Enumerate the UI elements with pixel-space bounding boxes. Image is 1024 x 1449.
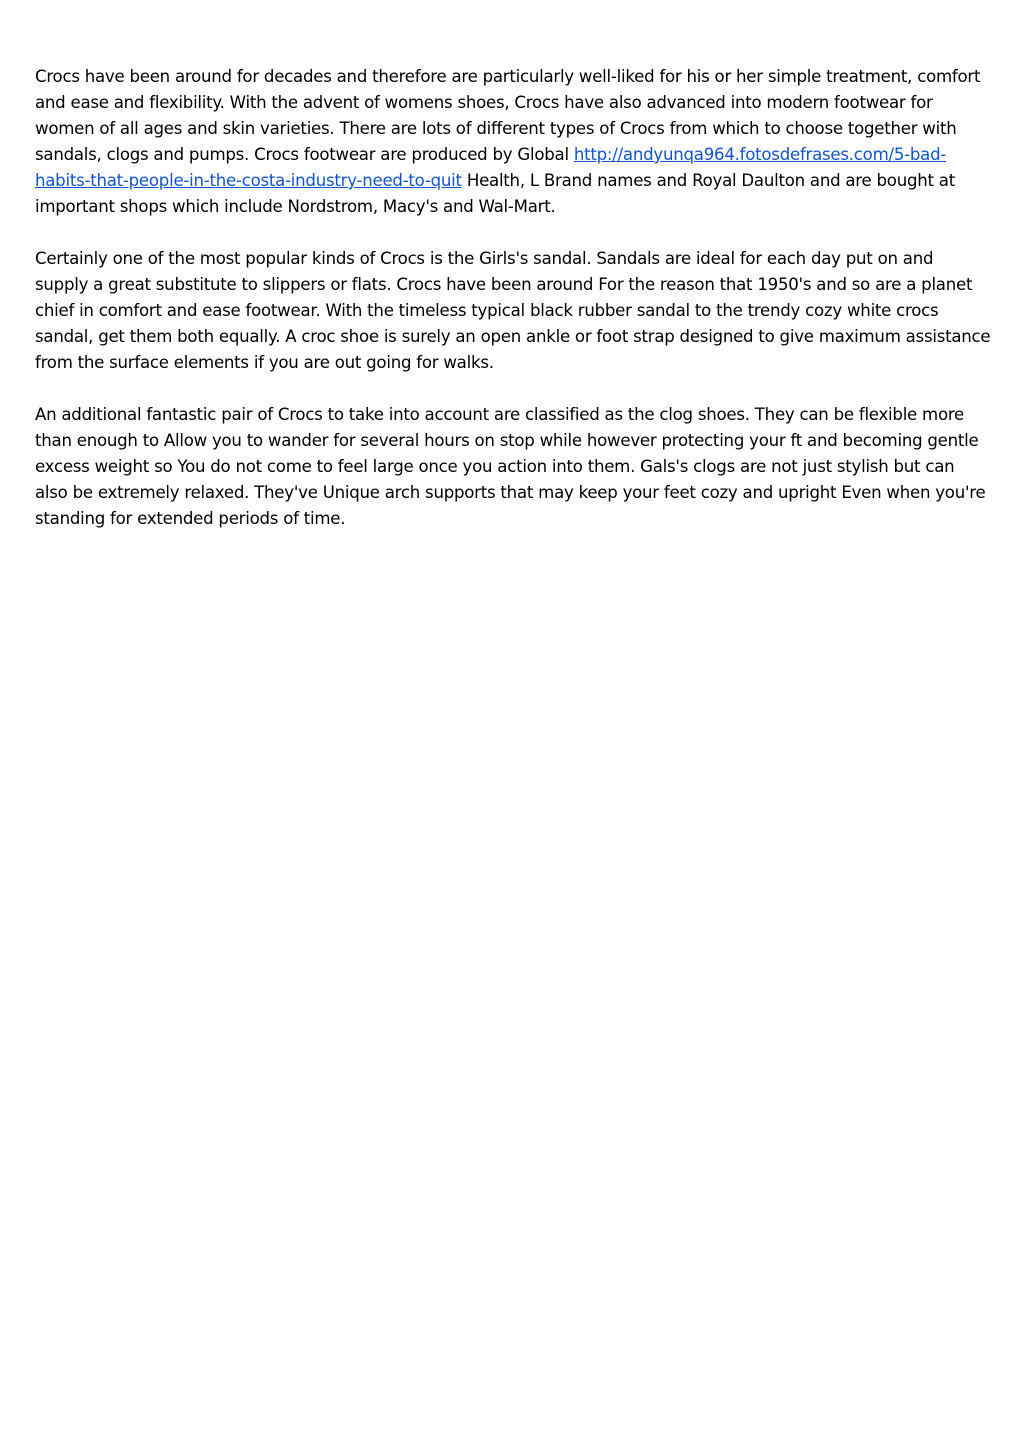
paragraph-1-text-after-link: Health, L Brand names and Royal Daulton and are bought at important shops which include Nordstrom, Macy's and Wal-Mart.: [35, 171, 955, 216]
paragraph-2: Certainly one of the most popular kinds of Crocs is the Girls's sandal. Sandals are ideal for each day put on and supply a great substitute to slippers or flats. Crocs have been around For the reason that 1950's and so are a planet chief in comfort and ease footwear. With the timeless typical black rubber sandal to the trendy cozy white crocs sandal, get them both equally. A croc shoe is surely an open ankle or foot strap designed to give maximum assistance from the surface elements if you are out going for walks.: [35, 249, 991, 372]
paragraph-1: [35, 64, 991, 220]
paragraph-1-text-before-link: Crocs have been around for decades and therefore are particularly well-liked for his or her simple treatment, comfort and ease and flexibility. With the advent of womens shoes, Crocs have also advanced into modern footwear for women of all ages and skin varieties. There are lots of different types of Crocs from which to choose together with sandals, clogs and pumps. Crocs footwear are produced by Global: [35, 67, 981, 164]
paragraph-3: An additional fantastic pair of Crocs to take into account are classified as the clog shoes. They can be flexible more than enough to Allow you to wander for several hours on stop while however protecting your ft and becoming gentle excess weight so You do not come to feel large once you action into them. Gals's clogs are not just stylish but can also be extremely relaxed. They've Unique arch supports that may keep your feet cozy and upright Even when you're standing for extended periods of time.: [35, 405, 986, 528]
document-body: [35, 64, 991, 558]
article-link[interactable]: http://andyunqa964.fotosdefrases.com/5-bad-habits-that-people-in-the-costa-industry-need-to-quit: [35, 145, 947, 190]
